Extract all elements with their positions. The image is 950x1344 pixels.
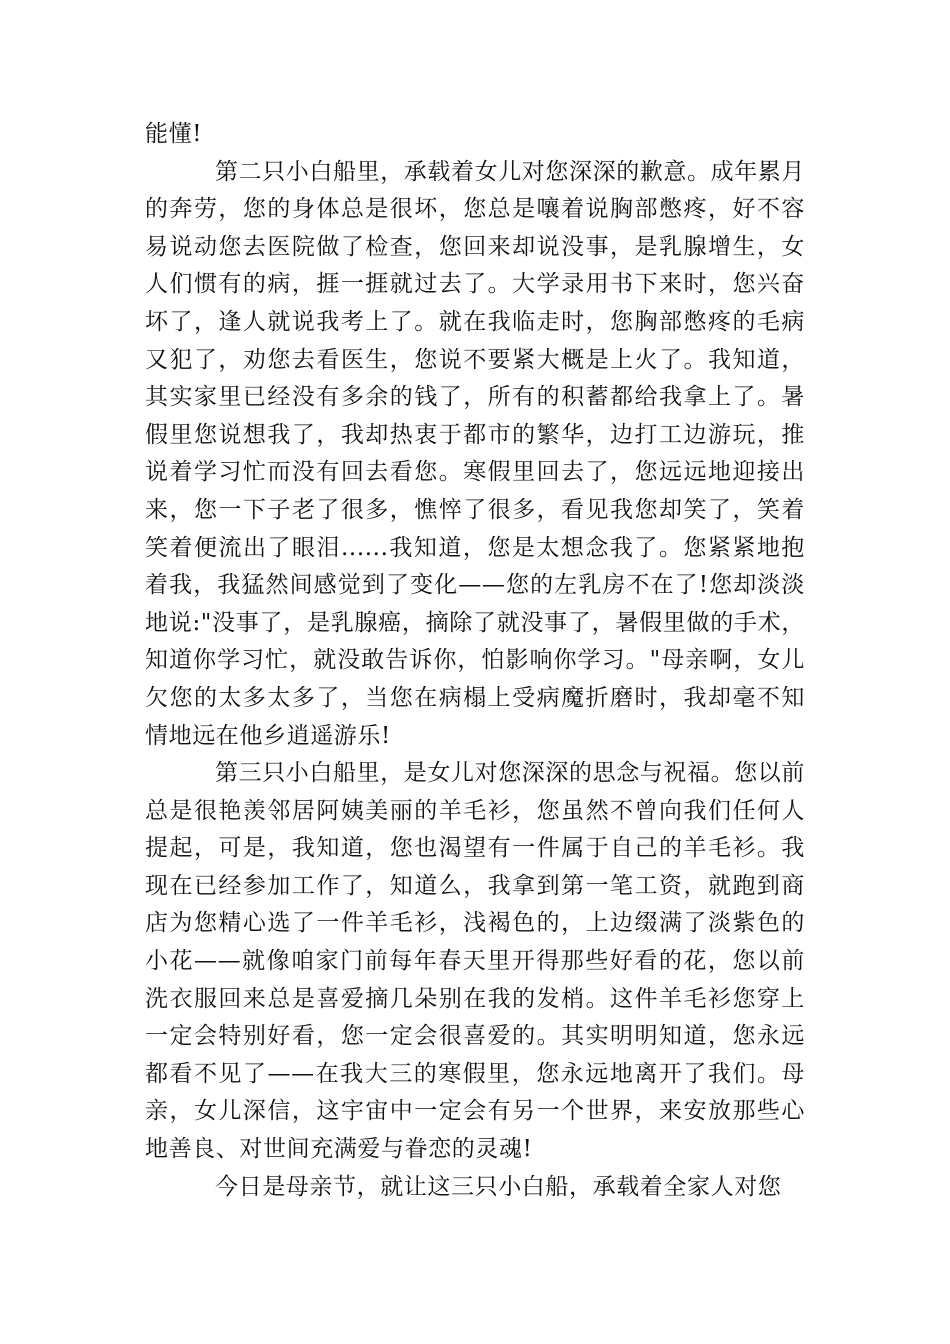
body-text — [145, 116, 805, 1206]
paragraph-mothers-day: 今日是母亲节，就让这三只小白船，承载着全家人对您 — [215, 1173, 782, 1200]
paragraph-second-boat: 第二只小白船里，承载着女儿对您深深的歉意。成年累月的奔劳，您的身体总是很坏，您总是嚷着说胸部憋疼，好不容易说动您去医院做了检查，您回来却说没事，是乳腺增生，女人们惯有的病，捱一捱就过去了。大学录用书下来时，您兴奋坏了，逢人就说我考上了。就在我临走时，您胸部憋疼的毛病又犯了，劝您去看医生，您说不要紧大概是上火了。我知道，其实家里已经没有多余的钱了，所有的积蓄都给我拿上了。暑假里您说想我了，我却热衷于都市的繁华，边打工边游玩，推说着学习忙而没有回去看您。寒假里回去了，您远远地迎接出来，您一下子老了很多，憔悴了很多，看见我您却笑了，笑着笑着便流出了眼泪......我知道，您是太想念我了。您紧紧地抱着我，我猛然间感觉到了变化——您的左乳房不在了!您却淡淡地说:"没事了，是乳腺癌，摘除了就没事了，暑假里做的手术，知道你学习忙，就没敢告诉你，怕影响你学习。"母亲啊，女儿欠您的太多太多了，当您在病榻上受病魔折磨时，我却毫不知情地远在他乡逍遥游乐! — [145, 158, 805, 749]
paragraph-third-boat: 第三只小白船里，是女儿对您深深的思念与祝福。您以前总是很艳羡邻居阿姨美丽的羊毛衫，您虽然不曾向我们任何人提起，可是，我知道，您也渴望有一件属于自己的羊毛衫。我现在已经参加工作了，知道么，我拿到第一笔工资，就跑到商店为您精心选了一件羊毛衫，浅褐色的，上边缀满了淡紫色的小花——就像咱家门前每年春天里开得那些好看的花，您以前洗衣服回来总是喜爱摘几朵别在我的发梢。这件羊毛衫您穿上一定会特别好看，您一定会很喜爱的。其实明明知道，您永远都看不见了——在我大三的寒假里，您永远地离开了我们。母亲，女儿深信，这宇宙中一定会有另一个世界，来安放那些心地善良、对世间充满爱与眷恋的灵魂! — [145, 760, 805, 1163]
paragraph-continuation: 能懂! — [145, 121, 203, 147]
